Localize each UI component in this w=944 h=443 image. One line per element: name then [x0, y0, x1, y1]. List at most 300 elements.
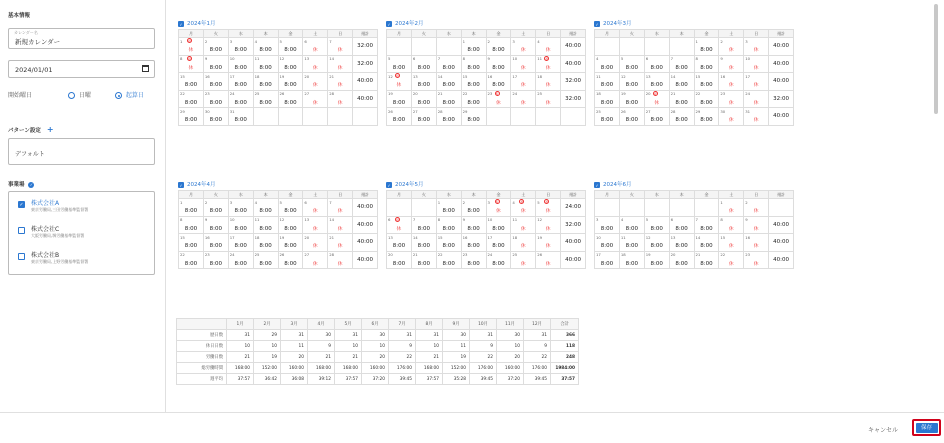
- office-item[interactable]: [18, 198, 148, 213]
- day-cell[interactable]: [536, 90, 561, 108]
- work-hours: 8:00: [234, 82, 247, 88]
- checkbox-checked-icon[interactable]: ✓: [179, 21, 183, 27]
- week-total-cell: [561, 199, 586, 217]
- scrollbar[interactable]: [932, 0, 940, 310]
- day-cell[interactable]: [595, 90, 620, 108]
- summary-value: 37:57: [416, 374, 443, 385]
- day-cell[interactable]: [694, 90, 719, 108]
- day-cell[interactable]: [179, 90, 204, 108]
- checkbox-icon[interactable]: [18, 227, 25, 234]
- day-cell[interactable]: [536, 55, 561, 73]
- day-cell[interactable]: [619, 90, 644, 108]
- week-row: [179, 73, 378, 91]
- day-cell[interactable]: [411, 216, 436, 234]
- day-cell[interactable]: [436, 55, 461, 73]
- holiday-label: 休: [496, 100, 501, 106]
- day-number: 9: [204, 217, 208, 222]
- day-cell[interactable]: [387, 234, 412, 252]
- day-cell[interactable]: [595, 234, 620, 252]
- weekday-header: 火: [411, 30, 436, 38]
- day-number: 18: [512, 234, 518, 240]
- summary-value: 37:20: [497, 374, 524, 385]
- day-cell[interactable]: [253, 90, 278, 108]
- day-cell[interactable]: [461, 251, 486, 269]
- day-cell[interactable]: [644, 55, 669, 73]
- day-number: 1: [462, 38, 466, 44]
- week-total-cell: [561, 251, 586, 269]
- holiday-label: 休: [520, 48, 526, 53]
- day-cell[interactable]: [387, 251, 412, 269]
- holiday-label: 休: [337, 65, 343, 71]
- holiday-label: 休: [545, 83, 551, 88]
- pattern-box[interactable]: [8, 138, 155, 165]
- day-cell[interactable]: [228, 90, 253, 108]
- day-number: 14: [695, 234, 701, 240]
- day-cell[interactable]: [744, 38, 769, 56]
- day-cell[interactable]: [387, 55, 412, 73]
- day-number: 13: [670, 234, 676, 240]
- day-cell[interactable]: [619, 251, 644, 269]
- day-cell[interactable]: [436, 251, 461, 269]
- day-cell[interactable]: [203, 234, 228, 252]
- day-cell[interactable]: [278, 251, 303, 269]
- day-cell[interactable]: [411, 108, 436, 126]
- month-header[interactable]: [178, 181, 378, 190]
- day-cell[interactable]: [461, 199, 486, 217]
- day-number: 22: [437, 252, 443, 257]
- day-cell[interactable]: [303, 234, 328, 252]
- day-cell[interactable]: [719, 251, 744, 269]
- summary-value: 248: [551, 352, 579, 363]
- checkbox-icon[interactable]: [18, 253, 25, 260]
- day-cell[interactable]: [644, 73, 669, 91]
- weekday-header: 火: [203, 191, 228, 199]
- day-cell[interactable]: [744, 234, 769, 252]
- day-cell[interactable]: [644, 108, 669, 126]
- day-cell[interactable]: [486, 216, 511, 234]
- day-cell[interactable]: [228, 73, 253, 91]
- office-item[interactable]: [18, 224, 148, 239]
- day-cell[interactable]: [253, 199, 278, 217]
- day-cell[interactable]: [411, 251, 436, 269]
- day-cell[interactable]: [744, 55, 769, 73]
- day-cell[interactable]: [744, 199, 769, 217]
- month-header[interactable]: [594, 20, 794, 29]
- save-button-highlight[interactable]: [912, 419, 941, 436]
- checkbox-checked-icon[interactable]: ✓: [595, 182, 599, 188]
- start-day-row: [8, 90, 158, 99]
- weekday-header: 木: [461, 30, 486, 38]
- day-cell[interactable]: [328, 234, 353, 252]
- day-cell[interactable]: [719, 90, 744, 108]
- day-cell[interactable]: [228, 251, 253, 269]
- week-total-cell: [769, 90, 794, 108]
- day-cell[interactable]: [253, 216, 278, 234]
- week-total: 40:00: [565, 60, 581, 67]
- work-hours: 8:00: [184, 260, 198, 267]
- day-number: 19: [279, 234, 285, 240]
- day-cell[interactable]: [536, 199, 561, 217]
- day-cell[interactable]: [203, 199, 228, 217]
- day-cell[interactable]: [436, 108, 461, 126]
- day-number: 3: [512, 38, 515, 44]
- week-total: 32:00: [773, 95, 789, 102]
- summary-value: 168:00: [335, 363, 362, 374]
- day-cell[interactable]: [253, 234, 278, 252]
- day-cell[interactable]: [511, 38, 536, 56]
- day-cell[interactable]: [328, 216, 353, 234]
- day-cell[interactable]: [694, 216, 719, 234]
- day-number: 19: [388, 91, 393, 96]
- cancel-button[interactable]: キャンセル: [868, 427, 899, 434]
- month-block: [594, 181, 794, 269]
- day-cell[interactable]: [228, 55, 253, 73]
- weekday-header: 木: [669, 191, 694, 199]
- scrollbar-thumb[interactable]: [934, 4, 938, 114]
- day-cell[interactable]: [179, 234, 204, 252]
- work-hours: 8:00: [392, 64, 406, 71]
- day-cell[interactable]: [328, 55, 353, 73]
- day-cell[interactable]: [595, 108, 620, 126]
- work-hours: 8:00: [442, 99, 455, 106]
- day-cell[interactable]: [511, 90, 536, 108]
- day-cell[interactable]: [411, 234, 436, 252]
- day-cell[interactable]: [228, 199, 253, 217]
- day-cell[interactable]: [694, 108, 719, 126]
- day-cell[interactable]: [536, 38, 561, 56]
- day-cell[interactable]: [436, 216, 461, 234]
- day-cell[interactable]: [744, 108, 769, 126]
- work-hours: 8:00: [625, 117, 638, 123]
- day-cell[interactable]: [461, 73, 486, 91]
- weekday-header: 水: [228, 191, 253, 199]
- day-cell[interactable]: [694, 38, 719, 56]
- month-block: [178, 181, 378, 269]
- start-date-field[interactable]: [8, 60, 155, 78]
- week-row: [179, 55, 378, 73]
- day-cell[interactable]: [461, 55, 486, 73]
- week-total-cell: [769, 216, 794, 234]
- day-cell[interactable]: [619, 55, 644, 73]
- day-number: 5: [645, 217, 649, 222]
- day-cell[interactable]: [278, 73, 303, 91]
- day-cell[interactable]: [669, 234, 694, 252]
- radio-sunday[interactable]: [68, 90, 91, 99]
- summary-value: 39:45: [524, 374, 551, 385]
- holiday-label: 休: [520, 83, 526, 88]
- day-cell[interactable]: [387, 90, 412, 108]
- day-cell[interactable]: [228, 38, 253, 56]
- summary-value: 37:57: [551, 374, 579, 385]
- day-cell[interactable]: [278, 199, 303, 217]
- day-cell[interactable]: [411, 73, 436, 91]
- day-cell[interactable]: [719, 234, 744, 252]
- weekday-header: 日: [536, 30, 561, 38]
- day-cell[interactable]: [694, 251, 719, 269]
- day-number: 4: [537, 38, 540, 44]
- day-cell[interactable]: [511, 234, 536, 252]
- day-number: 22: [720, 252, 726, 257]
- checkbox-checked-icon[interactable]: ✓: [179, 182, 183, 188]
- calendar-name-field[interactable]: [8, 28, 155, 49]
- day-cell[interactable]: [511, 73, 536, 91]
- day-cell[interactable]: [461, 216, 486, 234]
- day-cell[interactable]: [278, 90, 303, 108]
- summary-value: 31: [281, 330, 308, 341]
- day-cell[interactable]: [203, 73, 228, 91]
- month-table: [386, 190, 586, 269]
- day-cell[interactable]: [436, 73, 461, 91]
- holiday-mark-icon: 祝: [520, 200, 524, 204]
- day-number: 13: [388, 234, 393, 240]
- day-cell[interactable]: [511, 251, 536, 269]
- summary-value: 20: [362, 352, 389, 363]
- day-number: 3: [745, 38, 748, 44]
- day-cell[interactable]: [436, 90, 461, 108]
- summary-value: 10: [227, 341, 254, 352]
- day-cell[interactable]: [595, 55, 620, 73]
- day-cell[interactable]: [669, 108, 694, 126]
- day-cell[interactable]: [536, 216, 561, 234]
- day-cell[interactable]: [595, 216, 620, 234]
- day-cell[interactable]: [328, 251, 353, 269]
- day-cell[interactable]: [303, 55, 328, 73]
- radio-start[interactable]: [115, 90, 144, 99]
- work-hours: 8:00: [467, 99, 480, 106]
- day-cell[interactable]: [644, 90, 669, 108]
- day-cell[interactable]: [303, 216, 328, 234]
- day-cell[interactable]: [278, 216, 303, 234]
- day-cell[interactable]: [719, 216, 744, 234]
- day-cell[interactable]: [486, 199, 511, 217]
- week-total-cell: [769, 108, 794, 126]
- weekday-header: 月: [387, 30, 412, 38]
- day-cell[interactable]: [619, 73, 644, 91]
- day-cell[interactable]: [278, 55, 303, 73]
- checkbox-checked-icon[interactable]: ✓: [387, 21, 391, 27]
- day-cell[interactable]: [694, 73, 719, 91]
- day-cell[interactable]: [203, 55, 228, 73]
- checkbox-checked-icon[interactable]: ✓: [19, 202, 24, 208]
- day-cell[interactable]: [511, 216, 536, 234]
- holiday-label: 休: [545, 48, 551, 53]
- weekday-header: 月: [387, 191, 412, 199]
- day-cell[interactable]: [486, 90, 511, 108]
- day-cell[interactable]: [486, 251, 511, 269]
- day-cell[interactable]: [719, 199, 744, 217]
- day-cell[interactable]: [203, 38, 228, 56]
- day-cell[interactable]: [179, 108, 204, 126]
- day-cell[interactable]: [719, 55, 744, 73]
- day-cell[interactable]: [461, 38, 486, 56]
- save-button[interactable]: 保存: [916, 423, 938, 433]
- day-cell[interactable]: [669, 73, 694, 91]
- day-cell[interactable]: [461, 90, 486, 108]
- day-cell[interactable]: [253, 38, 278, 56]
- day-cell[interactable]: [253, 55, 278, 73]
- day-number: 18: [537, 73, 543, 79]
- work-hours: 8:00: [625, 260, 638, 267]
- work-hours: 8:00: [284, 260, 297, 267]
- work-hours: 8:00: [467, 64, 480, 71]
- day-number: 7: [695, 217, 698, 222]
- week-row: [387, 216, 586, 234]
- day-cell[interactable]: [595, 251, 620, 269]
- day-cell[interactable]: [303, 199, 328, 217]
- office-item[interactable]: [18, 250, 148, 265]
- day-number: 29: [180, 108, 185, 114]
- summary-header: 7月: [389, 319, 416, 330]
- day-cell[interactable]: [536, 73, 561, 91]
- day-cell[interactable]: [436, 234, 461, 252]
- day-cell[interactable]: [719, 38, 744, 56]
- day-cell[interactable]: [303, 38, 328, 56]
- calendar-icon[interactable]: [142, 65, 149, 72]
- weekday-header: 木: [461, 191, 486, 199]
- day-cell[interactable]: [486, 55, 511, 73]
- checkbox-checked-icon[interactable]: ✓: [387, 182, 391, 188]
- day-cell[interactable]: [303, 251, 328, 269]
- day-cell[interactable]: [328, 73, 353, 91]
- holiday-label: 休: [728, 261, 734, 267]
- summary-header: 5月: [335, 319, 362, 330]
- day-cell[interactable]: [228, 108, 253, 126]
- day-cell[interactable]: [669, 90, 694, 108]
- work-hours: 8:00: [650, 82, 663, 88]
- day-cell[interactable]: [253, 251, 278, 269]
- day-number: 24: [512, 91, 518, 96]
- day-cell[interactable]: [694, 55, 719, 73]
- day-cell[interactable]: [328, 90, 353, 108]
- calendar-grid: [166, 0, 930, 310]
- day-cell[interactable]: [744, 216, 769, 234]
- day-cell[interactable]: [387, 73, 412, 91]
- holiday-label: 休: [753, 261, 759, 267]
- holiday-label: 休: [728, 65, 734, 71]
- month-header[interactable]: [178, 20, 378, 29]
- day-cell[interactable]: [203, 251, 228, 269]
- day-number: 19: [645, 252, 651, 257]
- day-cell[interactable]: [694, 234, 719, 252]
- day-cell[interactable]: [436, 199, 461, 217]
- day-cell[interactable]: [461, 108, 486, 126]
- day-cell[interactable]: [744, 73, 769, 91]
- week-total-cell: [561, 73, 586, 91]
- summary-value: 176:00: [389, 363, 416, 374]
- work-hours: 8:00: [234, 208, 247, 214]
- day-cell[interactable]: [203, 90, 228, 108]
- day-cell[interactable]: [595, 73, 620, 91]
- day-cell[interactable]: [179, 251, 204, 269]
- work-hours: 8:00: [209, 82, 222, 88]
- day-cell[interactable]: [303, 90, 328, 108]
- day-cell[interactable]: [328, 199, 353, 217]
- day-cell[interactable]: [203, 216, 228, 234]
- work-hours: 8:00: [675, 99, 688, 106]
- summary-value: 118: [551, 341, 579, 352]
- day-cell[interactable]: [228, 234, 253, 252]
- day-cell[interactable]: [719, 73, 744, 91]
- day-cell[interactable]: [278, 38, 303, 56]
- day-number: 15: [180, 73, 185, 79]
- day-cell[interactable]: [744, 90, 769, 108]
- day-cell[interactable]: [644, 216, 669, 234]
- day-cell[interactable]: [619, 234, 644, 252]
- day-cell[interactable]: [486, 38, 511, 56]
- day-cell[interactable]: [511, 199, 536, 217]
- day-number: 2: [204, 38, 208, 44]
- weekday-header: 土: [303, 30, 328, 38]
- office-name: 株式会社C: [31, 226, 60, 233]
- work-hours: 8:00: [675, 117, 688, 123]
- day-cell[interactable]: [719, 108, 744, 126]
- day-cell[interactable]: [486, 234, 511, 252]
- day-cell[interactable]: [669, 216, 694, 234]
- day-cell[interactable]: [387, 216, 412, 234]
- day-number: 23: [204, 91, 210, 96]
- day-cell[interactable]: [203, 108, 228, 126]
- day-number: 11: [512, 217, 518, 222]
- day-cell[interactable]: [669, 55, 694, 73]
- day-cell[interactable]: [303, 73, 328, 91]
- day-cell[interactable]: [179, 55, 204, 73]
- day-cell[interactable]: [278, 234, 303, 252]
- holiday-label: 休: [753, 83, 759, 88]
- day-cell[interactable]: [328, 38, 353, 56]
- day-cell[interactable]: [461, 234, 486, 252]
- day-cell[interactable]: [411, 55, 436, 73]
- day-cell: [619, 199, 644, 217]
- work-hours: 8:00: [442, 64, 455, 71]
- day-cell[interactable]: [669, 251, 694, 269]
- week-total-cell: [353, 108, 378, 126]
- month-title: 2024年1月: [187, 21, 216, 27]
- weekday-header: 金: [486, 30, 511, 38]
- weekday-header: 土: [511, 30, 536, 38]
- holiday-label: 休: [312, 209, 318, 214]
- month-header[interactable]: [386, 20, 586, 29]
- week-total: 40:00: [565, 256, 581, 263]
- month-header[interactable]: [594, 181, 794, 190]
- day-cell[interactable]: [179, 199, 204, 217]
- day-cell[interactable]: [228, 216, 253, 234]
- day-cell[interactable]: [387, 108, 412, 126]
- day-cell[interactable]: [179, 73, 204, 91]
- work-hours: 8:00: [209, 260, 222, 267]
- day-cell[interactable]: [179, 38, 204, 56]
- day-cell[interactable]: [411, 90, 436, 108]
- day-cell[interactable]: [253, 73, 278, 91]
- work-hours: 8:00: [392, 243, 406, 249]
- checkbox-checked-icon[interactable]: ✓: [595, 21, 599, 27]
- day-cell[interactable]: [744, 251, 769, 269]
- day-cell[interactable]: [536, 234, 561, 252]
- day-cell[interactable]: [511, 55, 536, 73]
- day-cell[interactable]: [619, 108, 644, 126]
- month-header[interactable]: [386, 181, 586, 190]
- day-cell[interactable]: [644, 251, 669, 269]
- holiday-label: 休: [753, 48, 759, 53]
- day-number: 28: [437, 108, 443, 114]
- holiday-label: 休: [520, 100, 526, 106]
- day-cell[interactable]: [536, 251, 561, 269]
- day-cell[interactable]: [644, 234, 669, 252]
- day-cell[interactable]: [179, 216, 204, 234]
- day-cell[interactable]: [486, 73, 511, 91]
- day-cell[interactable]: [619, 216, 644, 234]
- day-number: 4: [254, 199, 258, 205]
- add-pattern-icon[interactable]: +: [46, 125, 54, 134]
